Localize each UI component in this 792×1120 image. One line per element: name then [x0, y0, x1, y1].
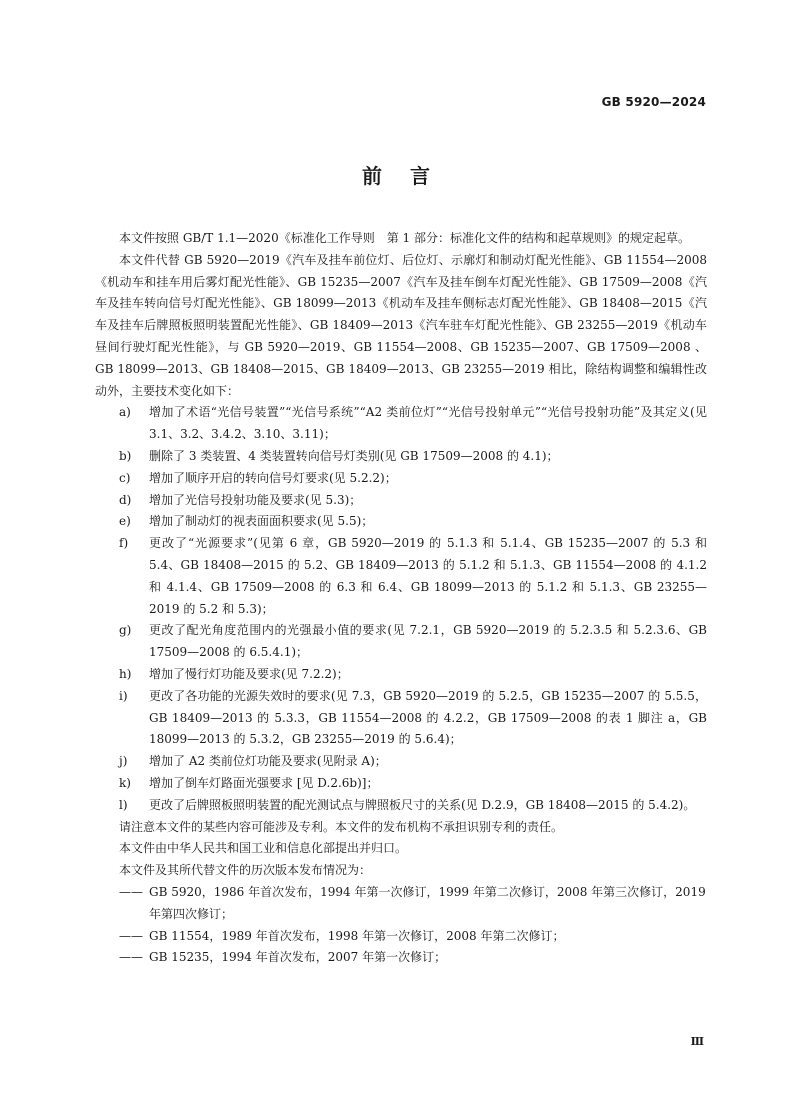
- history-item: [95, 926, 707, 948]
- list-item: [95, 511, 707, 533]
- list-item: [95, 686, 707, 751]
- list-item: [95, 751, 707, 773]
- list-marker: d): [119, 492, 132, 507]
- history-dash: ——: [119, 884, 143, 899]
- history-item: [95, 882, 707, 926]
- list-marker: h): [119, 666, 132, 681]
- list-marker: b): [119, 448, 132, 463]
- list-marker: i): [119, 688, 128, 703]
- list-item-text: 删除了 3 类装置、4 类装置转向信号灯类别(见 GB 17509—2008 的 4.1)；: [149, 448, 559, 463]
- history-text: GB 5920，1986 年首次发布，1994 年第一次修订，1999 年第二次修订，2008 年第三次修订，2019 年第四次修订；: [149, 884, 706, 921]
- page-title: 前言: [362, 164, 458, 188]
- page-number: Ⅲ: [690, 1035, 704, 1048]
- list-item-text: 更改了后牌照板照明装置的配光测试点与牌照板尺寸的关系(见 D.2.9，GB 18408—2015 的 5.4.2)。: [149, 797, 696, 812]
- history-dash: ——: [119, 928, 143, 943]
- history-intro: 本文件及其所代替文件的历次版本发布情况为：: [119, 863, 372, 878]
- list-marker: g): [119, 623, 132, 638]
- list-item: [95, 402, 707, 446]
- list-marker: j): [119, 754, 128, 769]
- changes-list: [95, 402, 707, 816]
- intro-paragraph-1: 本文件按照 GB/T 1.1—2020《标准化工作导则 第 1 部分：标准化文件的结构和起草规则》的规定起草。: [119, 231, 690, 245]
- list-item-text: 增加了术语“光信号装置”“光信号系统”“A2 类前位灯”“光信号投射单元”“光信号投射功能”及其定义(见 3.1、3.2、3.4.2、3.10、3.11)；: [149, 405, 707, 442]
- history-list: [95, 882, 707, 969]
- history-dash: ——: [119, 950, 143, 965]
- intro-paragraph-2: 本文件代替 GB 5920—2019《汽车及挂车前位灯、后位灯、示廓灯和制动灯配光性能》、GB 11554—2008《机动车和挂车用后雾灯配光性能》、GB 15235—2007《汽车及挂车倒车灯配光性能》、GB 17509—2008《汽车及挂车转向信号灯配光性能》、GB 18099—2013《机动车及挂车侧标志灯配光性能》、GB 18408—2015《汽车及挂车后牌照板照明装置配光性能》、GB 18409—2013《汽车驻车灯配光性能》、GB 23255—2019《机动车昼间行驶灯配光性能》，与 GB 5920—2019、GB 11554—2008、GB 15235—2007、GB 17509—2008 、GB 18099—2013、GB 18408—2015、GB 18409—2013、GB 23255—2019 相比，除结构调整和编辑性改动外，主要技术变化如下：: [95, 252, 707, 398]
- history-text: GB 11554，1989 年首次发布，1998 年第一次修订，2008 年第二次修订；: [149, 928, 565, 943]
- list-item: [95, 490, 707, 512]
- list-item-text: 增加了慢行灯功能及要求(见 7.2.2)；: [149, 666, 349, 681]
- list-item: [95, 773, 707, 795]
- standard-code: GB 5920—2024: [601, 95, 706, 109]
- list-marker: k): [119, 775, 131, 790]
- list-item-text: 增加了制动灯的视表面面积要求(见 5.5)；: [149, 514, 374, 529]
- list-item-text: 更改了各功能的光源失效时的要求(见 7.3，GB 5920—2019 的 5.2.5，GB 15235—2007 的 5.5.5，GB 18409—2013 的 5.3.3，GB 11554—2008 的 4.2.2，GB 17509—2008 的表 1 脚注 a，GB 18099—2013 的 5.3.2，GB 23255—2019 的 5.6.4)；: [149, 688, 707, 747]
- patent-note: 请注意本文件的某些内容可能涉及专利。本文件的发布机构不承担识别专利的责任。: [119, 819, 564, 834]
- list-item-text: 增加了顺序开启的转向信号灯要求(见 5.2.2)；: [149, 470, 397, 485]
- list-item-text: 更改了配光角度范围内的光强最小值的要求(见 7.2.1，GB 5920—2019 的 5.2.3.5 和 5.2.3.6、GB 17509—2008 的 6.5.4.1)；: [149, 623, 707, 660]
- proposer-note: 本文件由中华人民共和国工业和信息化部提出并归口。: [119, 841, 408, 856]
- list-item: [95, 620, 707, 664]
- list-marker: c): [119, 470, 131, 485]
- list-item-text: 增加了倒车灯路面光强要求 [见 D.2.6b)]；: [149, 775, 379, 790]
- document-body: [95, 228, 707, 969]
- history-item: [95, 947, 707, 969]
- list-item: [95, 533, 707, 620]
- list-marker: a): [119, 405, 131, 420]
- list-marker: f): [119, 536, 129, 551]
- list-item: [95, 664, 707, 686]
- list-marker: e): [119, 514, 131, 529]
- list-item: [95, 446, 707, 468]
- list-marker: l): [119, 797, 128, 812]
- history-text: GB 15235，1994 年首次发布，2007 年第一次修订；: [149, 950, 447, 965]
- list-item-text: 更改了“光源要求”(见第 6 章，GB 5920—2019 的 5.1.3 和 5.1.4、GB 15235—2007 的 5.3 和 5.4、GB 18408—2015 的 5.2、GB 18409—2013 的 5.1.2 和 5.1.3、GB 11554—2008 的 4.1.2 和 4.1.4、GB 17509—2008 的 6.3 和 6.4、GB 18099—2013 的 5.1.2 和 5.1.3、GB 23255—2019 的 5.2 和 5.3)；: [149, 536, 707, 616]
- list-item: [95, 468, 707, 490]
- list-item-text: 增加了光信号投射功能及要求(见 5.3)；: [149, 492, 362, 507]
- list-item: [95, 795, 707, 817]
- list-item-text: 增加了 A2 类前位灯功能及要求(见附录 A)；: [149, 754, 387, 769]
